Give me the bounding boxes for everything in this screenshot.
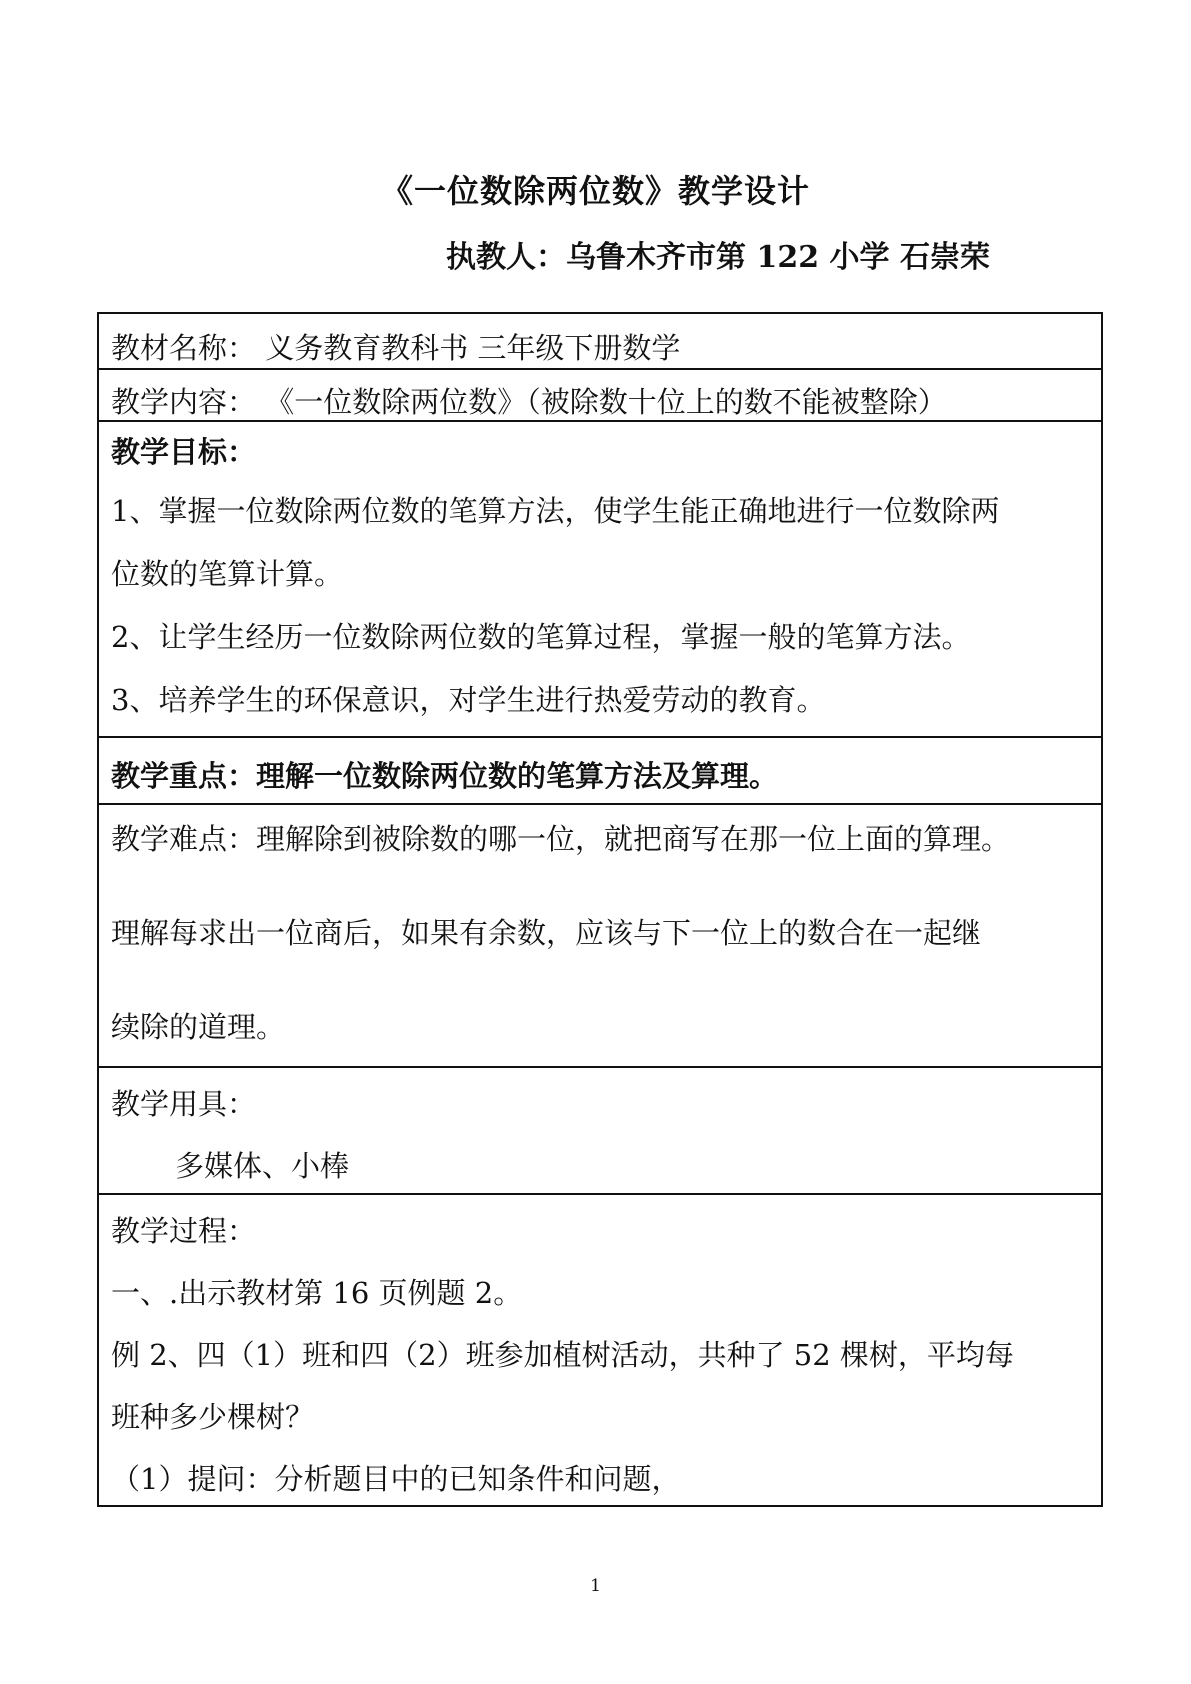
- key-point-text: 教学重点：理解一位数除两位数的笔算方法及算理。: [111, 759, 779, 793]
- difficulty-line: 续除的道理。: [111, 1010, 286, 1044]
- process-row: [99, 1193, 1101, 1505]
- content-row: [99, 368, 1101, 420]
- material-text: 教材名称： 义务教育教科书 三年级下册数学: [111, 331, 681, 365]
- objective-line: 3、培养学生的环保意识，对学生进行热爱劳动的教育。: [111, 683, 826, 717]
- tools-heading: 教学用具：: [111, 1087, 257, 1121]
- difficulty-line: 理解每求出一位商后，如果有余数，应该与下一位上的数合在一起继: [111, 916, 982, 950]
- material-row: [99, 314, 1101, 368]
- objectives-row: [99, 420, 1101, 736]
- difficulty-line: 教学难点：理解除到被除数的哪一位，就把商写在那一位上面的算理。: [111, 822, 1011, 856]
- process-step: 一、.出示教材第 16 页例题 2。: [111, 1276, 523, 1310]
- page-number: 1: [590, 1576, 601, 1596]
- example-line: 班种多少棵树？: [111, 1400, 315, 1434]
- difficulty-row: [99, 803, 1101, 1066]
- objectives-heading: 教学目标：: [111, 435, 257, 469]
- objective-line: 位数的笔算计算。: [111, 557, 344, 591]
- example-line: 例 2、四（1）班和四（2）班参加植树活动，共种了 52 棵树，平均每: [111, 1338, 1014, 1372]
- content-text: 教学内容： 《一位数除两位数》（被除数十位上的数不能被整除）: [111, 385, 947, 419]
- tools-items: 多媒体、小棒: [175, 1149, 350, 1183]
- process-heading: 教学过程：: [111, 1214, 257, 1248]
- teacher-line: 执教人：乌鲁木齐市第 122 小学 石崇荣: [446, 240, 990, 275]
- key-point-row: [99, 736, 1101, 803]
- objective-line: 1、掌握一位数除两位数的笔算方法，使学生能正确地进行一位数除两: [111, 494, 1000, 528]
- process-question: （1）提问：分析题目中的已知条件和问题，: [111, 1462, 681, 1496]
- page-title: 《一位数除两位数》教学设计: [380, 172, 810, 210]
- tools-row: [99, 1066, 1101, 1193]
- objective-line: 2、让学生经历一位数除两位数的笔算过程，掌握一般的笔算方法。: [111, 620, 971, 654]
- lesson-plan-table: [97, 312, 1103, 1507]
